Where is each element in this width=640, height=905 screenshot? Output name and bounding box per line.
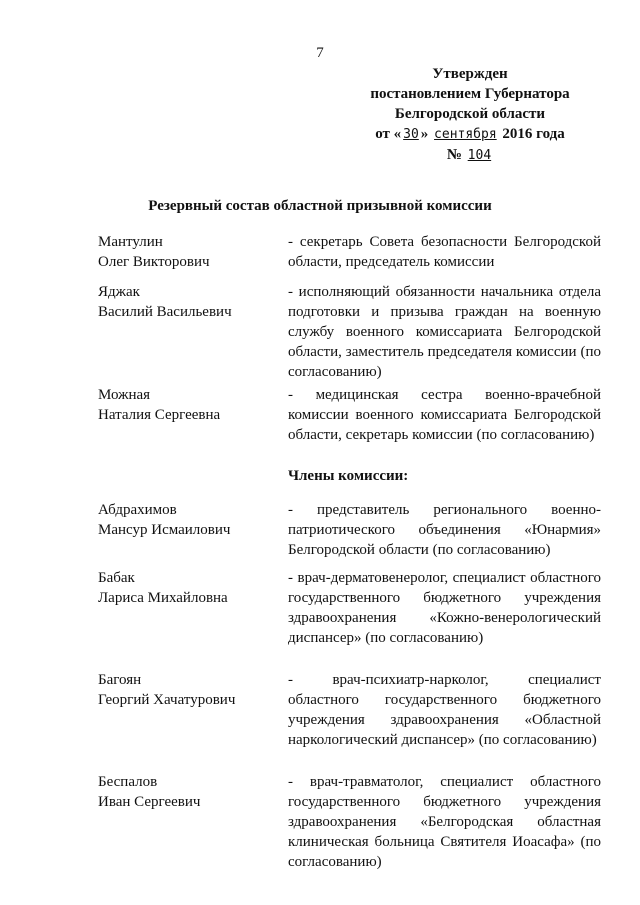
member-name	[98, 772, 278, 812]
number-value: 104	[467, 148, 492, 163]
date-day: 30	[403, 127, 419, 142]
member-surname: Можная	[98, 387, 151, 403]
member-name	[98, 500, 278, 540]
member-surname: Мантулин	[98, 234, 163, 250]
approval-decree: постановлением Губернатора	[370, 86, 570, 102]
member-role: - представитель регионального военно-патриотического объединения «Юнармия» Белгородской области (по согласованию)	[288, 502, 601, 558]
members-heading: Члены комиссии:	[288, 468, 409, 484]
date-year: 2016 года	[502, 126, 565, 142]
member-name	[98, 670, 278, 710]
member-role: - врач-психиатр-нарколог, специалист областного государственного бюджетного учреждения здравоохранения «Областной наркологический диспансер» (по согласованию)	[288, 672, 601, 748]
member-given-names: Георгий Хачатурович	[98, 692, 236, 708]
member-surname: Багоян	[98, 672, 142, 688]
date-month: сентября	[434, 127, 497, 142]
member-name	[98, 232, 278, 272]
member-given-names: Лариса Михайловна	[98, 590, 228, 606]
approval-region: Белгородской области	[394, 106, 546, 122]
member-given-names: Василий Васильевич	[98, 304, 232, 320]
member-given-names: Мансур Исмаилович	[98, 522, 231, 538]
member-name	[98, 568, 278, 608]
member-role: - медицинская сестра военно-врачебной комиссии военного комиссариата Белгородской области, секретарь комиссии (по согласованию)	[288, 387, 601, 443]
member-given-names: Иван Сергеевич	[98, 794, 201, 810]
member-role: - врач-травматолог, специалист областного государственного бюджетного учреждения здравоохранения «Белгородская областная клиническая больница Святителя Иоасафа» (по согласованию)	[288, 774, 601, 870]
approval-heading: Утвержден	[432, 66, 508, 82]
date-prefix: от «	[375, 126, 402, 142]
member-role: - секретарь Совета безопасности Белгородской области, председатель комиссии	[288, 234, 601, 270]
member-given-names: Наталия Сергеевна	[98, 407, 221, 423]
member-surname: Бабак	[98, 570, 135, 586]
number-label: №	[446, 147, 462, 163]
member-given-names: Олег Викторович	[98, 254, 210, 270]
member-role: - исполняющий обязанности начальника отдела подготовки и призыва граждан на военную службу военного комиссариата Белгородской области, заместитель председателя комиссии (по согласованию)	[288, 284, 601, 380]
date-mid: »	[420, 126, 429, 142]
member-surname: Яджак	[98, 284, 140, 300]
member-role: - врач-дерматовенеролог, специалист областного государственного бюджетного учреждения здравоохранения «Кожно-венерологический диспансер» (по согласованию)	[288, 570, 601, 646]
member-name	[98, 385, 278, 425]
document-title: Резервный состав областной призывной комиссии	[148, 198, 492, 214]
page-number: 7	[316, 45, 324, 61]
member-name	[98, 282, 278, 322]
member-surname: Беспалов	[98, 774, 158, 790]
member-surname: Абдрахимов	[98, 502, 177, 518]
